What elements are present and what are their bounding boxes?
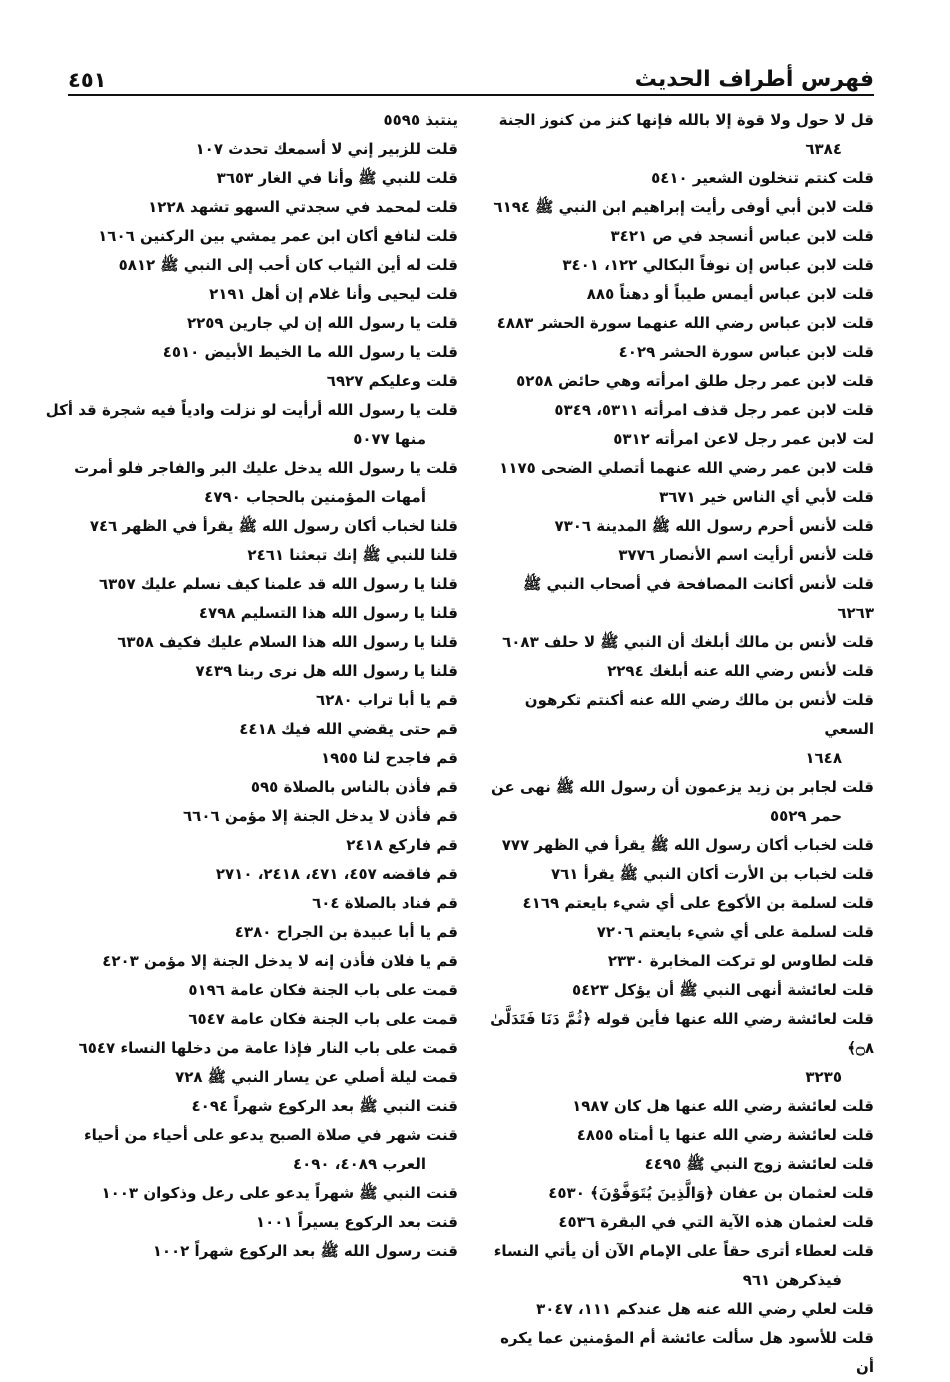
index-entry-text: قلنا يا رسول الله قد علمنا كيف نسلم عليك ٦٣٥٧	[98, 575, 458, 593]
index-entry-text: قلت لأنس أكانت المصافحة في أصحاب النبي ﷺ ٦٢٦٣	[523, 575, 874, 622]
index-entry-text: قلت يا رسول الله ما الخيط الأبيض ٤٥١٠	[162, 343, 458, 361]
index-entry-text: قلت لأنس بن مالك رضي الله عنه أكنتم تكرهون السعي	[524, 691, 874, 738]
index-entry	[38, 1121, 458, 1179]
index-entry	[38, 918, 458, 947]
index-entry	[38, 947, 458, 976]
index-entry-text: قلنا للنبي ﷺ إنك تبعثنا ٢٤٦١	[247, 546, 458, 564]
index-entry-continuation: ٣٢٣٥	[805, 1068, 842, 1086]
index-entry-text: قلت ليحيى وأنا غلام إن أهل ٢١٩١	[209, 285, 458, 303]
index-entry-text: قل لا حول ولا قوة إلا بالله فإنها كنز من كنوز الجنة	[498, 111, 874, 129]
index-entry	[38, 396, 458, 454]
index-entry	[482, 193, 874, 222]
index-entry-text: ينتبذ ٥٥٩٥	[383, 111, 458, 129]
index-entry-text: قنت شهر في صلاة الصبح يدعو على أحياء من أحياء	[83, 1126, 458, 1144]
index-entry-text: لت لابن عمر رجل لاعن امرأته ٥٣١٢	[613, 430, 874, 448]
index-entry	[482, 657, 874, 686]
index-entry-text: قمت على باب الجنة فكان عامة ٦٥٤٧	[188, 1010, 458, 1028]
index-entry-text: قنت النبي ﷺ شهراً يدعو على رعل وذكوان ١٠٠٣	[101, 1184, 458, 1202]
index-entry-text: قلنا لخباب أكان رسول الله ﷺ يقرأ في الظهر ٧٤٦	[89, 517, 458, 535]
index-entry-text: قلت لابن عمر رضي الله عنهما أتصلي الضحى ١١٧٥	[499, 459, 874, 477]
index-entry-text: قلت للنبي ﷺ وأنا في الغار ٣٦٥٣	[216, 169, 458, 187]
index-entry	[482, 570, 874, 628]
index-entry-text: قلت يا رسول الله يدخل عليك البر والفاجر فلو أمرت	[74, 459, 458, 477]
index-entry-text: قلت يا رسول الله إن لي جارين ٢٢٥٩	[186, 314, 458, 332]
index-entry	[38, 164, 458, 193]
index-entry-text: قلت لطاوس لو تركت المخابرة ٢٣٣٠	[607, 952, 874, 970]
index-entry-text: قلنا يا رسول الله هذا السلام عليك فكيف ٦٣٥٨	[117, 633, 458, 651]
index-entry-text: قلت لخباب أكان رسول الله ﷺ يقرأ في الظهر ٧٧٧	[501, 836, 874, 854]
index-entry-text: قم فاجدح لنا ١٩٥٥	[320, 749, 458, 767]
index-entry	[482, 1005, 874, 1092]
running-header	[68, 58, 874, 92]
index-entry	[38, 1179, 458, 1208]
index-entry	[38, 512, 458, 541]
index-entry	[482, 860, 874, 889]
index-entry-text: قنت بعد الركوع يسيراً ١٠٠١	[255, 1213, 458, 1231]
index-entry	[482, 367, 874, 396]
index-entry	[482, 1237, 874, 1295]
index-entry-text: قلت لأنس أحرم رسول الله ﷺ المدينة ٧٣٠٦	[554, 517, 874, 535]
index-entry-text: قلت لعائشة زوج النبي ﷺ ٤٤٩٥	[644, 1155, 874, 1173]
index-entry	[38, 1237, 458, 1266]
index-entry-text: قم فاقضه ٤٥٧، ٤٧١، ٢٤١٨، ٢٧١٠	[215, 865, 458, 883]
index-entry-text: قم فأذن بالناس بالصلاة ٥٩٥	[250, 778, 458, 796]
index-entry	[482, 1092, 874, 1121]
index-entry	[38, 193, 458, 222]
index-entry-text: قم فاركع ٢٤١٨	[346, 836, 458, 854]
index-entry-text: قم يا أبا تراب ٦٢٨٠	[316, 691, 458, 709]
index-entry-continuation: فيذكرهن ٩٦١	[742, 1271, 842, 1289]
index-entry-text: قلت لسلمة بن الأكوع على أي شيء بايعتم ٤١٦٩	[522, 894, 874, 912]
index-entry	[38, 1208, 458, 1237]
index-entry-text: قلت لعثمان بن عفان ﴿وَالَّذِينَ يُتَوَفَّوْنَ﴾ ٤٥٣٠	[548, 1184, 874, 1202]
index-entry	[38, 802, 458, 831]
index-entry	[482, 396, 874, 425]
index-entry	[38, 976, 458, 1005]
index-entry-text: قلت لابن عباس إن نوفاً البكالي ١٢٢، ٣٤٠١	[562, 256, 874, 274]
index-entry	[38, 831, 458, 860]
index-entry-text: قلت لجابر بن زيد يزعمون أن رسول الله ﷺ نهى عن	[491, 778, 874, 796]
index-entry-text: قلت لعلي رضي الله عنه هل عندكم ١١١، ٣٠٤٧	[536, 1300, 874, 1318]
index-entry-text: قمت على باب النار فإذا عامة من دخلها النساء ٦٥٤٧	[78, 1039, 458, 1057]
index-entry	[482, 338, 874, 367]
index-entry	[482, 889, 874, 918]
index-entry	[482, 1208, 874, 1237]
index-entry-text: قلت لنافع أكان ابن عمر يمشي بين الركنين ١٦٠٦	[98, 227, 458, 245]
index-entry	[38, 251, 458, 280]
index-entry	[38, 657, 458, 686]
index-entry	[38, 541, 458, 570]
index-entry-text: قنت النبي ﷺ بعد الركوع شهراً ٤٠٩٤	[191, 1097, 458, 1115]
index-entry-continuation: منها ٥٠٧٧	[353, 430, 426, 448]
index-entry-text: قلت لابن عباس رضي الله عنهما سورة الحشر ٤٨٨٣	[496, 314, 874, 332]
index-entry-text: قلت لخباب بن الأرت أكان النبي ﷺ يقرأ ٧٦١	[550, 865, 874, 883]
index-entry-text: قلت لابن عباس أنسجد في ص ٣٤٢١	[610, 227, 874, 245]
index-entry-text: قلت لأنس أرأيت اسم الأنصار ٣٧٧٦	[618, 546, 874, 564]
index-entry	[482, 251, 874, 280]
index-entry-continuation: حمر ٥٥٢٩	[769, 807, 842, 825]
index-entry-text: قلت لأبي أي الناس خير ٣٦٧١	[659, 488, 874, 506]
index-entry	[482, 947, 874, 976]
index-entry	[482, 831, 874, 860]
index-entry-continuation: العرب ٤٠٨٩، ٤٠٩٠	[292, 1155, 426, 1173]
index-entry-continuation: ١٦٤٨	[805, 749, 842, 767]
index-entry	[38, 570, 458, 599]
index-entry	[38, 135, 458, 164]
index-entry-text: قلت كنتم تنخلون الشعير ٥٤١٠	[651, 169, 874, 187]
index-entry	[38, 860, 458, 889]
index-entry	[482, 686, 874, 773]
index-entry-text: قلت للأسود هل سألت عائشة أم المؤمنين عما يكره أن	[500, 1329, 874, 1376]
index-entry-text: قمت ليلة أصلي عن يسار النبي ﷺ ٧٢٨	[175, 1068, 458, 1086]
index-entry	[38, 106, 458, 135]
index-entry	[482, 425, 874, 454]
index-entry-text: قلت لعطاء أترى حقاً على الإمام الآن أن يأتي النساء	[493, 1242, 874, 1260]
index-entry	[482, 541, 874, 570]
index-entry	[38, 367, 458, 396]
index-entry-text: قلت لسلمة على أي شيء بايعتم ٧٢٠٦	[596, 923, 874, 941]
index-entry-text: قلنا يا رسول الله هل نرى ربنا ٧٤٣٩	[195, 662, 458, 680]
index-entry	[38, 280, 458, 309]
index-entry	[38, 309, 458, 338]
index-entry	[38, 1034, 458, 1063]
index-entry-text: قلت له أين الثياب كان أحب إلى النبي ﷺ ٥٨١٢	[118, 256, 458, 274]
index-entry	[482, 918, 874, 947]
index-entry	[38, 628, 458, 657]
index-entry	[482, 628, 874, 657]
index-entry-text: قلت لمحمد في سجدتي السهو تشهد ١٢٢٨	[148, 198, 458, 216]
index-entry-text: قلت لعائشة أنهى النبي ﷺ أن يؤكل ٥٤٢٣	[572, 981, 874, 999]
header-title: فهرس أطراف الحديث	[634, 67, 874, 92]
index-entry	[38, 338, 458, 367]
index-entry	[482, 106, 874, 164]
index-column-right	[482, 106, 874, 1382]
index-entry	[482, 1179, 874, 1208]
index-entry-text: قلنا يا رسول الله هذا التسليم ٤٧٩٨	[198, 604, 458, 622]
index-entry-text: قلت لابن أبي أوفى رأيت إبراهيم ابن النبي ﷺ ٦١٩٤	[493, 198, 874, 216]
index-entry-text: قلت للزبير إني لا أسمعك تحدث ١٠٧	[195, 140, 458, 158]
index-entry	[38, 889, 458, 918]
index-entry-text: قلت لعائشة رضي الله عنها فأين قوله ﴿ثُمَّ دَنَا فَتَدَلَّىٰ ۝٨﴾	[490, 1010, 874, 1057]
index-entry	[482, 1121, 874, 1150]
index-entry-text: قلت لأنس بن مالك أبلغك أن النبي ﷺ لا حلف ٦٠٨٣	[502, 633, 874, 651]
index-entry	[482, 280, 874, 309]
index-entry-text: قلت لأنس رضي الله عنه أبلغك ٢٢٩٤	[607, 662, 874, 680]
index-entry-text: قلت لابن عباس سورة الحشر ٤٠٢٩	[618, 343, 874, 361]
index-entry	[482, 976, 874, 1005]
index-entry-continuation: أمهات المؤمنين بالحجاب ٤٧٩٠	[204, 488, 426, 506]
index-entry	[38, 686, 458, 715]
index-entry	[482, 1295, 874, 1324]
index-entry	[482, 222, 874, 251]
index-entry-text: قنت رسول الله ﷺ بعد الركوع شهراً ١٠٠٢	[152, 1242, 458, 1260]
index-entry-text: قم يا أبا عبيدة بن الجراح ٤٣٨٠	[234, 923, 458, 941]
index-entry	[38, 715, 458, 744]
index-entry	[482, 1324, 874, 1382]
index-entry	[38, 454, 458, 512]
index-entry	[38, 773, 458, 802]
index-entry-text: قلت وعليكم ٦٩٢٧	[326, 372, 458, 390]
index-entry	[38, 1005, 458, 1034]
index-entry-text: قلت لابن عباس أيمس طيباً أو دهناً ٨٨٥	[586, 285, 874, 303]
index-entry	[482, 1150, 874, 1179]
index-entry-text: قلت يا رسول الله أرأيت لو نزلت وادياً فيه شجرة قد أكل	[45, 401, 458, 419]
index-entry-text: قلت لعائشة رضي الله عنها يا أمتاه ٤٨٥٥	[576, 1126, 874, 1144]
index-entry	[482, 483, 874, 512]
index-entry-text: قم فناد بالصلاة ٦٠٤	[312, 894, 458, 912]
index-entry-text: قلت لعثمان هذه الآية التي في البقرة ٤٥٣٦	[558, 1213, 874, 1231]
page-number: ٤٥١	[68, 68, 107, 92]
index-entry	[482, 164, 874, 193]
index-entry-text: قلت لابن عمر رجل قذف امرأته ٥٣١١، ٥٣٤٩	[554, 401, 874, 419]
index-entry-text: قم يا فلان فأذن إنه لا يدخل الجنة إلا مؤمن ٤٢٠٣	[102, 952, 458, 970]
index-entry-text: قلت لعائشة رضي الله عنها هل كان ١٩٨٧	[572, 1097, 874, 1115]
index-entry	[482, 512, 874, 541]
index-entry	[482, 309, 874, 338]
index-entry-text: قلت لابن عمر رجل طلق امرأته وهي حائض ٥٢٥٨	[516, 372, 874, 390]
index-entry	[38, 1063, 458, 1092]
index-entry-text: قم حتى يقضي الله فيك ٤٤١٨	[239, 720, 458, 738]
index-entry-continuation: ٦٣٨٤	[805, 140, 842, 158]
index-entry	[38, 222, 458, 251]
index-entry-text: قم فأذن لا يدخل الجنة إلا مؤمن ٦٦٠٦	[183, 807, 458, 825]
index-entry-text: قمت على باب الجنة فكان عامة ٥١٩٦	[188, 981, 458, 999]
index-column-left	[38, 106, 458, 1266]
index-entry	[482, 454, 874, 483]
index-entry	[38, 1092, 458, 1121]
index-entry	[38, 744, 458, 773]
index-entry	[482, 773, 874, 831]
index-entry	[38, 599, 458, 628]
header-rule	[68, 94, 874, 96]
